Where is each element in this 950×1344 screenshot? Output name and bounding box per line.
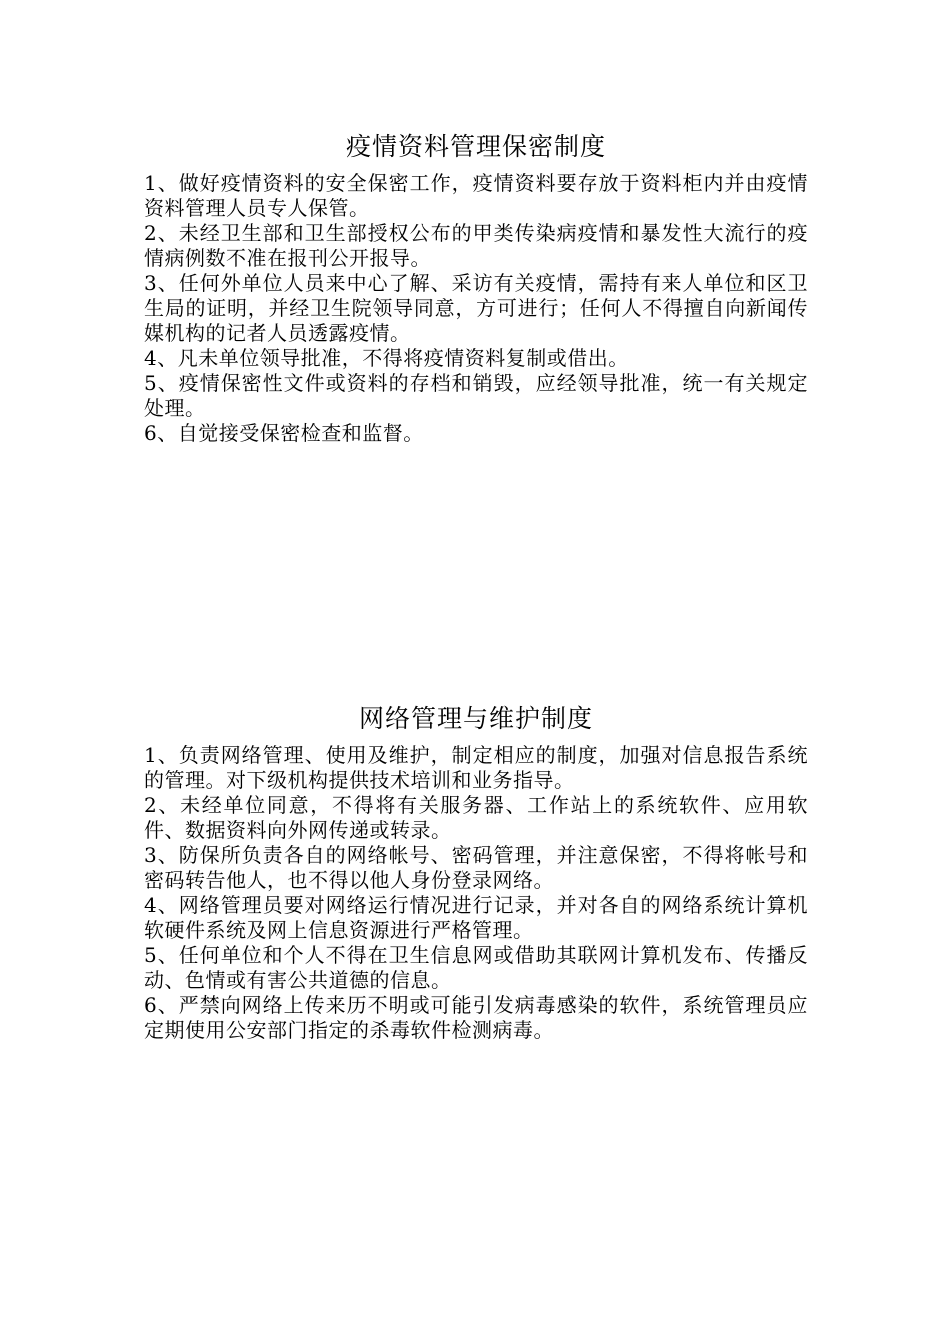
rule-paragraph: 1、做好疫情资料的安全保密工作，疫情资料要存放于资料柜内并由疫情资料管理人员专人保管。 bbox=[144, 171, 808, 220]
rule-paragraph: 5、疫情保密性文件或资料的存档和销毁，应经领导批准，统一有关规定处理。 bbox=[144, 371, 808, 420]
rule-paragraph: 3、任何外单位人员来中心了解、采访有关疫情，需持有来人单位和区卫生局的证明，并经卫生院领导同意，方可进行；任何人不得擅自向新闻传媒机构的记者人员透露疫情。 bbox=[144, 271, 808, 345]
rule-paragraph: 4、凡未单位领导批准，不得将疫情资料复制或借出。 bbox=[144, 346, 629, 370]
rule-paragraph: 6、严禁向网络上传来历不明或可能引发病毒感染的软件，系统管理员应定期使用公安部门指定的杀毒软件检测病毒。 bbox=[144, 993, 808, 1042]
rule-paragraph: 6、自觉接受保密检查和监督。 bbox=[144, 421, 424, 445]
network-management-section bbox=[144, 702, 808, 1043]
section-title: 疫情资料管理保密制度 bbox=[345, 132, 606, 161]
section-title: 网络管理与维护制度 bbox=[358, 704, 593, 733]
rule-paragraph: 2、未经单位同意，不得将有关服务器、工作站上的系统软件、应用软件、数据资料向外网传递或转录。 bbox=[144, 793, 808, 842]
rule-paragraph: 5、任何单位和个人不得在卫生信息网或借助其联网计算机发布、传播反动、色情或有害公共道德的信息。 bbox=[144, 943, 808, 992]
rule-paragraph: 2、未经卫生部和卫生部授权公布的甲类传染病疫情和暴发性大流行的疫情病例数不准在报刊公开报导。 bbox=[144, 221, 808, 270]
rule-paragraph: 1、负责网络管理、使用及维护，制定相应的制度，加强对信息报告系统的管理。对下级机构提供技术培训和业务指导。 bbox=[144, 743, 808, 792]
rule-paragraph: 3、防保所负责各自的网络帐号、密码管理，并注意保密，不得将帐号和密码转告他人，也不得以他人身份登录网络。 bbox=[144, 843, 808, 892]
epidemic-data-confidentiality-section bbox=[144, 130, 808, 446]
rule-paragraph: 4、网络管理员要对网络运行情况进行记录，并对各自的网络系统计算机软硬件系统及网上信息资源进行严格管理。 bbox=[144, 893, 808, 942]
